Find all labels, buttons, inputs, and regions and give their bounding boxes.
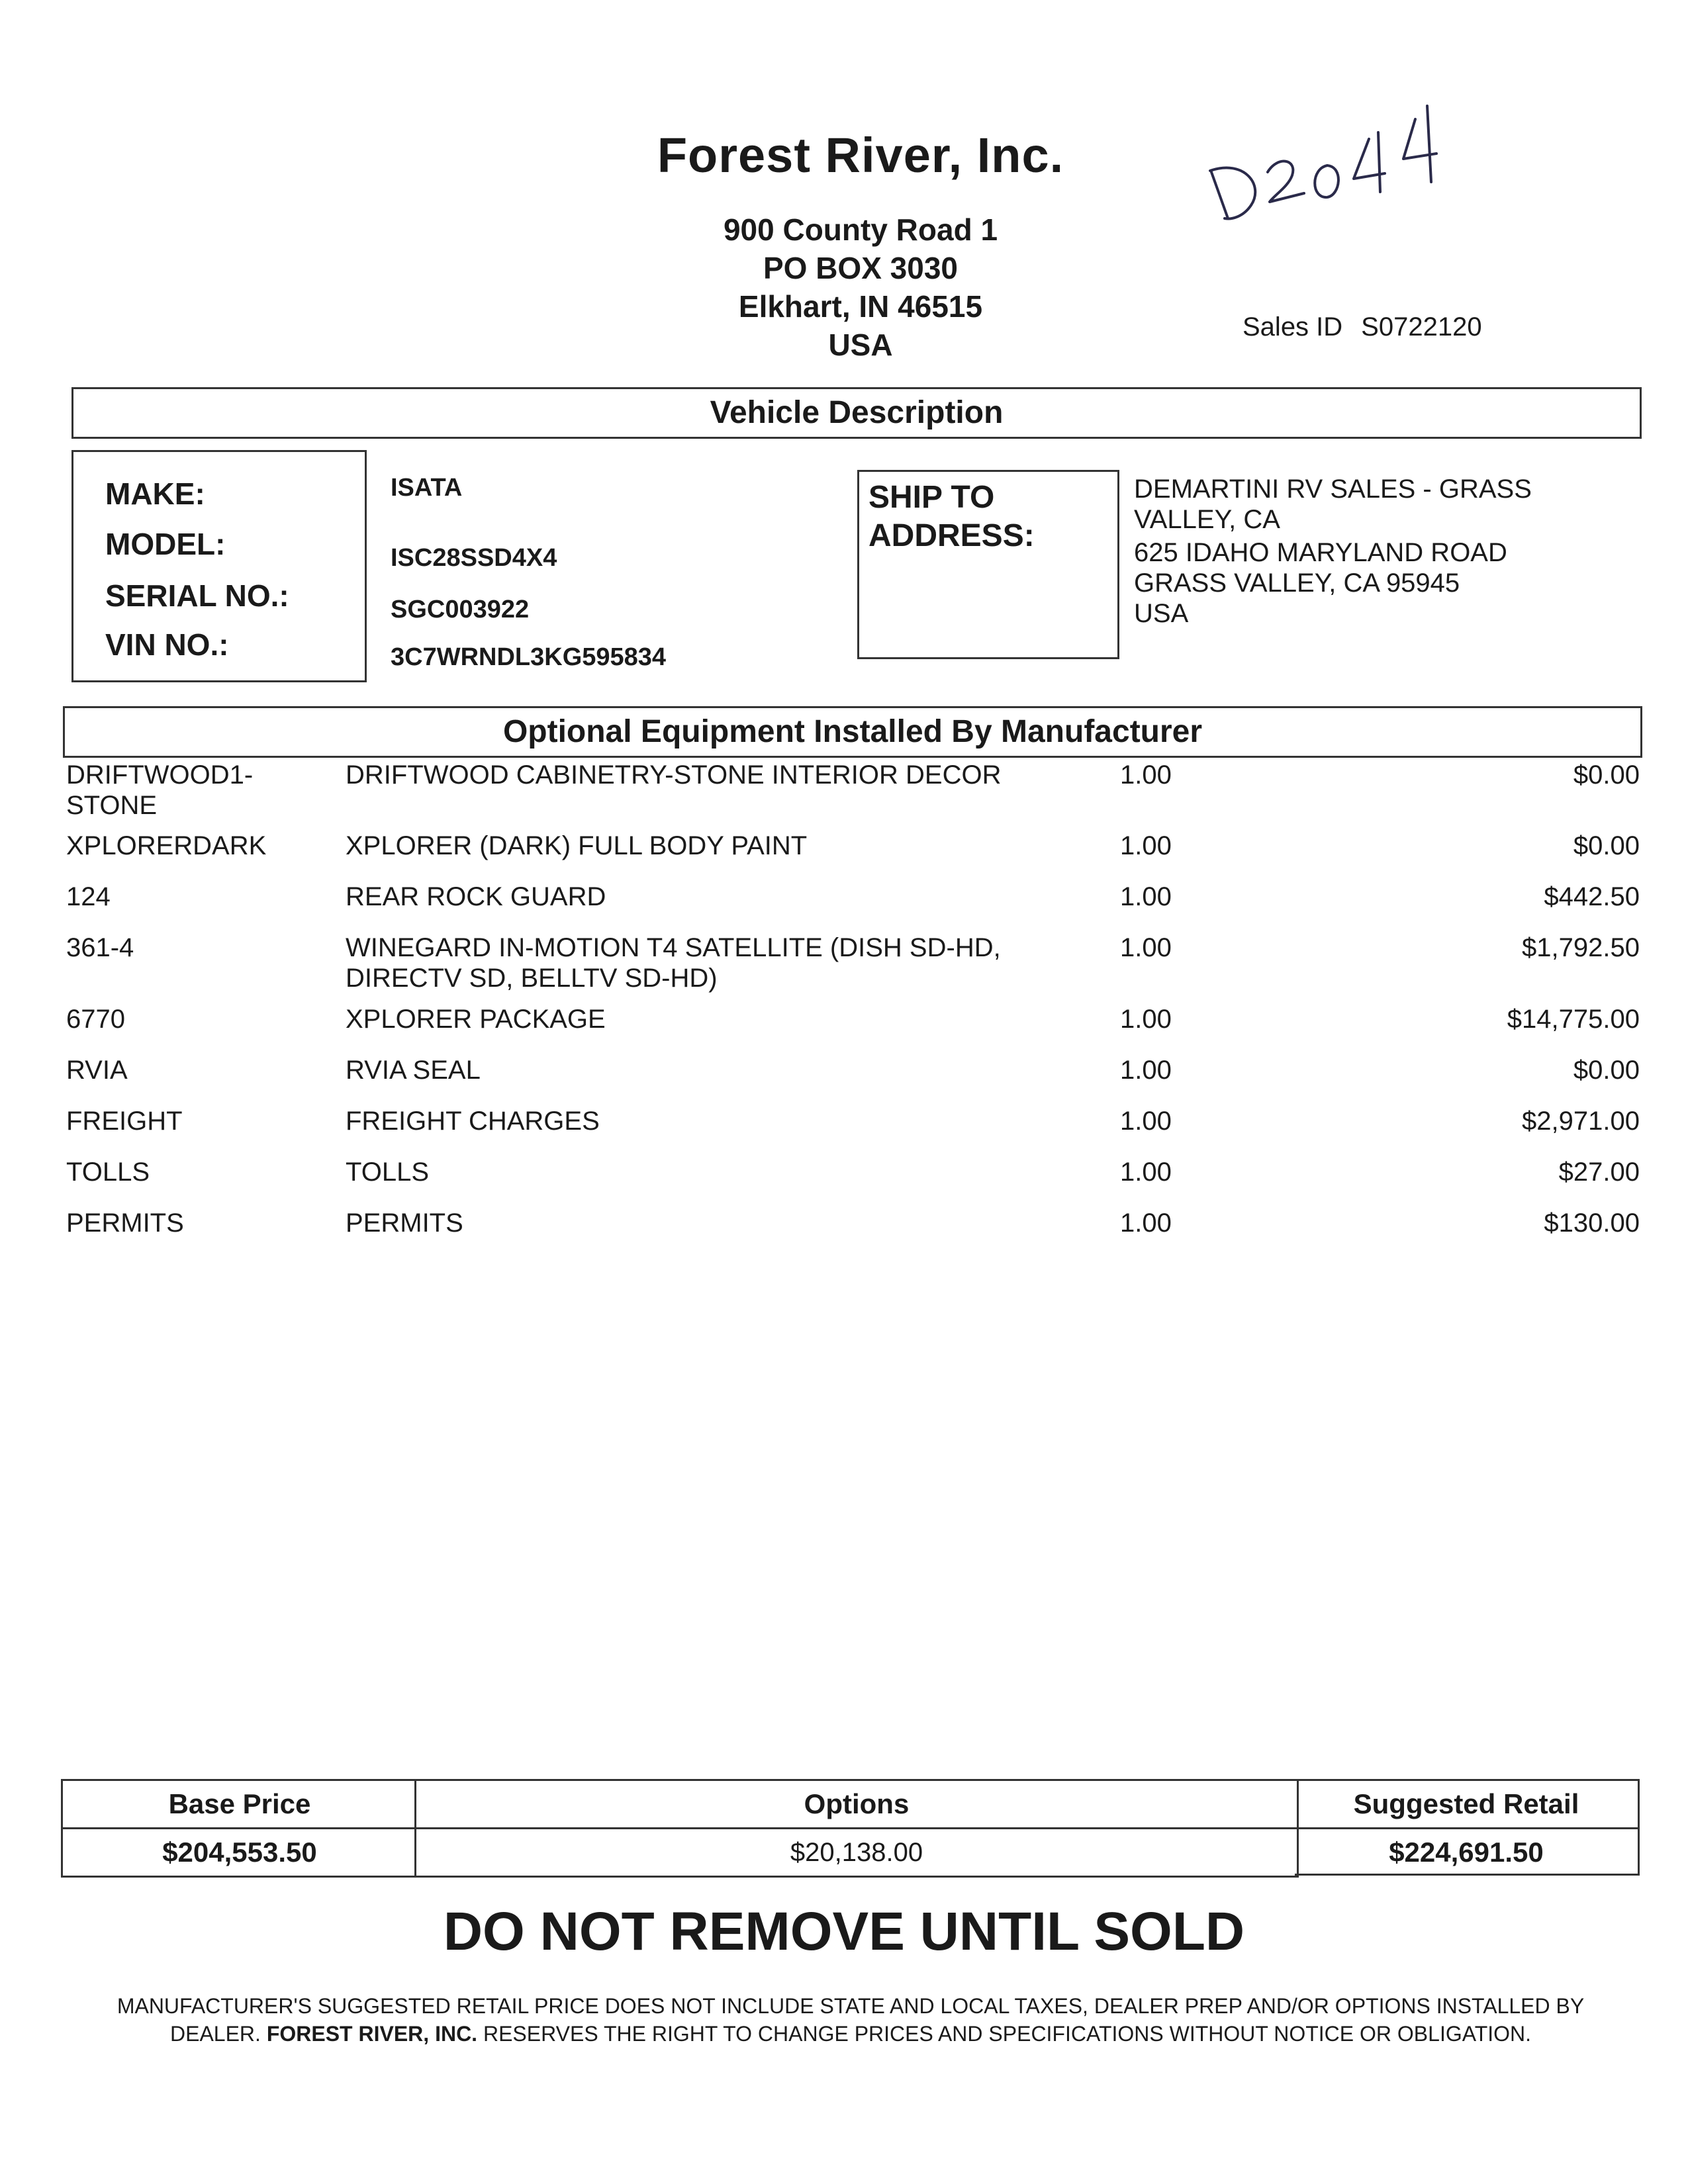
vehicle-description-header: Vehicle Description [71, 387, 1642, 439]
do-not-remove-warning: DO NOT REMOVE UNTIL SOLD [443, 1901, 1245, 1962]
option-qty: 1.00 [1120, 1107, 1172, 1136]
ship-to-address [1134, 474, 1611, 629]
option-code: XPLORERDARK [66, 831, 267, 860]
option-qty: 1.00 [1120, 1158, 1172, 1187]
sales-id-value: S0722120 [1361, 312, 1482, 341]
option-description: FREIGHT CHARGES [346, 1107, 600, 1136]
options-total-label: Options [416, 1781, 1297, 1829]
option-description: DRIFTWOOD CABINETRY-STONE INTERIOR DECOR [346, 760, 1002, 790]
option-description: REAR ROCK GUARD [346, 882, 606, 911]
sales-id [1243, 312, 1501, 342]
company-name: Forest River, Inc. [657, 128, 1064, 183]
option-description: XPLORER (DARK) FULL BODY PAINT [346, 831, 808, 860]
option-description: RVIA SEAL [346, 1056, 481, 1085]
optional-equipment-header: Optional Equipment Installed By Manufacturer [63, 706, 1642, 758]
option-qty: 1.00 [1120, 882, 1172, 911]
option-price: $0.00 [1573, 760, 1640, 790]
vehicle-labels-box [71, 450, 367, 682]
ship-to-line-1: DEMARTINI RV SALES - GRASS VALLEY, CA [1134, 475, 1532, 534]
base-price-value: $204,553.50 [162, 1837, 317, 1868]
option-qty: 1.00 [1120, 1056, 1172, 1085]
option-price: $1,792.50 [1522, 933, 1640, 962]
option-code: RVIA [66, 1056, 128, 1085]
ship-to-line-2: 625 IDAHO MARYLAND ROAD [1134, 538, 1507, 567]
suggested-retail-value: $224,691.50 [1389, 1837, 1544, 1868]
address-line-1: 900 County Road 1 [723, 212, 998, 247]
base-price-box [61, 1779, 416, 1878]
option-qty: 1.00 [1120, 831, 1172, 860]
make-label: MAKE: [105, 477, 205, 511]
option-price: $0.00 [1573, 1056, 1640, 1085]
options-total-box [414, 1779, 1299, 1878]
option-qty: 1.00 [1120, 1208, 1172, 1238]
option-code: TOLLS [66, 1158, 150, 1187]
option-price: $0.00 [1573, 831, 1640, 860]
option-qty: 1.00 [1120, 933, 1172, 962]
option-code: DRIFTWOOD1-STONE [66, 760, 254, 820]
sales-id-label: Sales ID [1243, 312, 1343, 341]
model-label: MODEL: [105, 527, 226, 561]
ship-to-label: SHIP TO ADDRESS: [868, 480, 1035, 553]
vin-value: 3C7WRNDL3KG595834 [391, 643, 667, 671]
disclaimer-company: FOREST RIVER, INC. [266, 2022, 478, 2046]
option-description: PERMITS [346, 1208, 463, 1238]
suggested-retail-label: Suggested Retail [1295, 1781, 1638, 1829]
address-line-3: Elkhart, IN 46515 [738, 289, 983, 324]
options-total-value: $20,138.00 [790, 1838, 923, 1867]
disclaimer-text: MANUFACTURER'S SUGGESTED RETAIL PRICE DOES NOT INCLUDE STATE AND LOCAL TAXES, DEALER PREP AND/OR OPTIONS INSTALLED BY DEALER. [117, 1994, 1585, 2046]
address-line-4: USA [828, 328, 893, 362]
option-price: $442.50 [1544, 882, 1640, 911]
option-price: $27.00 [1558, 1158, 1640, 1187]
serial-label: SERIAL NO.: [105, 578, 289, 613]
serial-value: SGC003922 [391, 596, 530, 623]
model-value: ISC28SSD4X4 [391, 544, 557, 572]
option-qty: 1.00 [1120, 760, 1172, 790]
ship-to-line-4: USA [1134, 599, 1189, 628]
option-description: XPLORER PACKAGE [346, 1005, 606, 1034]
vin-label: VIN NO.: [105, 627, 229, 662]
option-code: 124 [66, 882, 111, 911]
base-price-label: Base Price [63, 1781, 416, 1829]
option-code: 361-4 [66, 933, 134, 962]
ship-to-line-3: GRASS VALLEY, CA 95945 [1134, 569, 1460, 598]
option-price: $2,971.00 [1522, 1107, 1640, 1136]
price-disclaimer [79, 1992, 1622, 2048]
option-qty: 1.00 [1120, 1005, 1172, 1034]
option-price: $14,775.00 [1507, 1005, 1640, 1034]
option-description: TOLLS [346, 1158, 429, 1187]
option-code: PERMITS [66, 1208, 184, 1238]
make-value: ISATA [391, 474, 463, 502]
option-price: $130.00 [1544, 1208, 1640, 1238]
company-address [662, 210, 1059, 364]
disclaimer-text-2: RESERVES THE RIGHT TO CHANGE PRICES AND SPECIFICATIONS WITHOUT NOTICE OR OBLIGATION. [483, 2022, 1532, 2046]
option-code: 6770 [66, 1005, 125, 1034]
ship-to-box [857, 470, 1119, 659]
handwritten-note [1205, 93, 1456, 232]
option-code: FREIGHT [66, 1107, 183, 1136]
suggested-retail-box [1295, 1779, 1640, 1876]
address-line-2: PO BOX 3030 [763, 251, 959, 285]
option-description: WINEGARD IN-MOTION T4 SATELLITE (DISH SD-HD, DIRECTV SD, BELLTV SD-HD) [346, 933, 1001, 993]
